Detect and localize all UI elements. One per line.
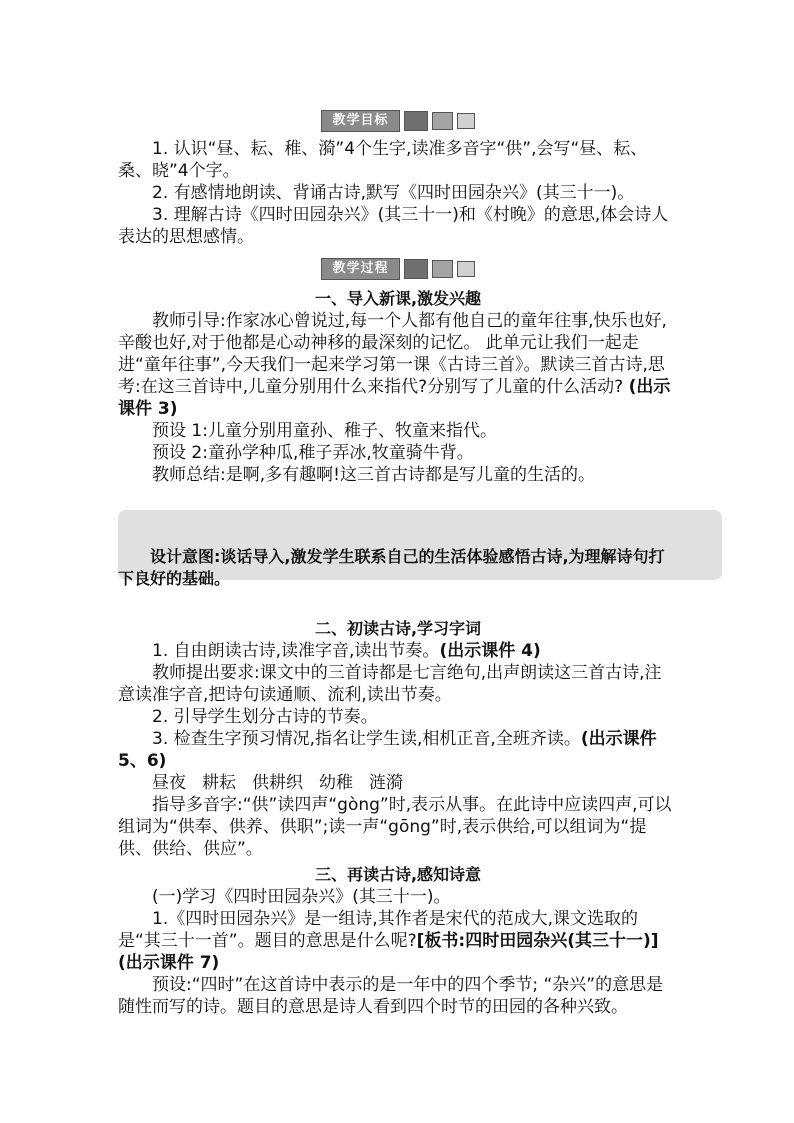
process-tag-label: 教学过程 (321, 258, 399, 280)
polyphone-guide: 指导多音字:“供”读四声“gòng”时,表示从事。在此诗中应读四声,可以组词为“供奉、供养、供职”;读一声“gōng”时,表示供给,可以组词为“提供、供给、供应”。 (118, 795, 672, 859)
part3-heading: 三、再读古诗,感知诗意 (314, 865, 482, 884)
tag-square-decoration (404, 111, 428, 131)
part2-step2: 2. 引导学生划分古诗的节奏。 (152, 707, 378, 727)
blackboard-note: [板书:四时田园杂兴(其三十一)](出示课件 7) (118, 931, 659, 973)
courseware-note: (出示课件 4) (439, 641, 541, 661)
part2-heading: 二、初读古诗,学习字词 (314, 619, 482, 638)
part3-sub1: (一)学习《四时田园杂兴》(其三十一)。 (152, 887, 451, 907)
part2-step1-text: 1. 自由朗读古诗,读准字音,读出节奏。 (152, 641, 440, 661)
teacher-summary: 教师总结:是啊,多有趣啊!这三首古诗都是写儿童的生活的。 (152, 465, 595, 485)
sections-2-3 (118, 614, 678, 1018)
part3-item1 (118, 908, 678, 974)
part3-preset: 预设:“四时”在这首诗中表示的是一年中的四个季节; “杂兴”的意思是随性而写的诗。题目的意思是诗人看到四个时节的田园的各种兴致。 (118, 975, 664, 1017)
courseware-note: (出示课件 3) (118, 377, 671, 419)
vocab-word: 耕耘 (202, 773, 236, 793)
goal-item: 2. 有感情地朗读、背诵古诗,默写《四时田园杂兴》(其三十一)。 (152, 183, 635, 203)
process-section-tag (118, 254, 678, 284)
courseware-note: (出示课件 5、6) (118, 729, 657, 771)
goals-tag-label: 教学目标 (321, 110, 399, 132)
tag-square-decoration (432, 112, 453, 130)
part3-item1-text: 1.《四时田园杂兴》是一组诗,其作者是宋代的范成大,课文选取的是“其三十一首”。题目的意思是什么呢? (118, 909, 639, 951)
tag-square-decoration (457, 261, 475, 277)
preset-1: 预设 1:儿童分别用童孙、稚子、牧童来指代。 (152, 421, 497, 441)
goal-item: 1. 认识“昼、耘、稚、漪”4个生字,读准多音字“供”,会写“昼、耘、桑、晓”4个字。 (118, 139, 648, 181)
part2-requirement: 教师提出要求:课文中的三首诗都是七言绝句,出声朗读这三首古诗,注意读准字音,把诗句读通顺、流利,读出节奏。 (118, 663, 662, 705)
tag-square-decoration (457, 113, 475, 129)
vocab-word: 涟漪 (369, 773, 403, 793)
part1-heading: 一、导入新课,激发兴趣 (314, 289, 482, 308)
part1-intro-text: 教师引导:作家冰心曾说过,每一个人都有他自己的童年往事,快乐也好,辛酸也好,对于他都是心动神移的最深刻的记忆。 此单元让我们一起走进“童年往事”,今天我们一起来学习第一课《古诗三首》。默读三首古诗,思考:在这三首诗中,儿童分别用什么来指代?分别写了儿童的什么活动? (118, 311, 667, 397)
part2-step3 (118, 728, 678, 772)
tag-square-decoration (432, 260, 453, 278)
vocab-word: 昼夜 (152, 773, 186, 793)
part2-step1 (118, 640, 678, 662)
vocab-word: 供耕织 (252, 773, 303, 793)
part1-intro (118, 310, 678, 420)
goal-item: 3. 理解古诗《四时田园杂兴》(其三十一)和《村晚》的意思,体会诗人表达的思想感情。 (118, 205, 669, 247)
vocab-word: 幼稚 (319, 773, 353, 793)
goals-section-tag (118, 106, 678, 136)
tag-square-decoration (404, 259, 428, 279)
design-intent-text: 设计意图:谈话导入,激发学生联系自己的生活体验感悟古诗,为理解诗句打下良好的基础。 (118, 547, 665, 588)
preset-2: 预设 2:童孙学种瓜,稚子弄冰,牧童骑牛背。 (152, 443, 474, 463)
part2-step3-text: 3. 检查生字预习情况,指名让学生读,相机正音,全班齐读。 (152, 729, 581, 749)
document-page (118, 100, 678, 486)
vocab-word-list (118, 772, 678, 794)
